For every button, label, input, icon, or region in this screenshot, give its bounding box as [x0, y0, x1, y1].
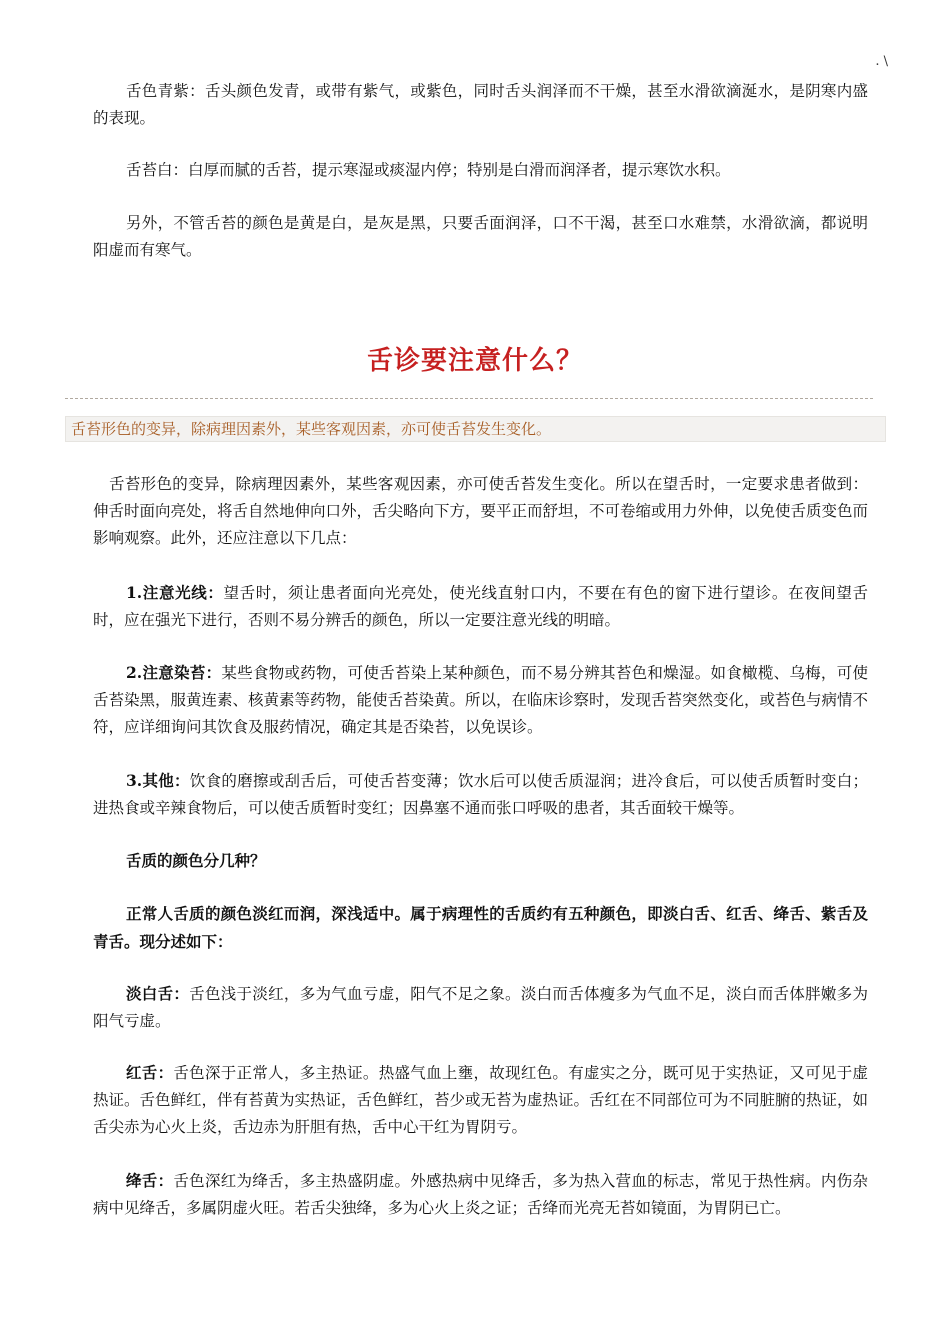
point-paragraph-other: [93, 767, 868, 822]
color-label: 绛舌：: [126, 1171, 174, 1190]
point-paragraph-stained-coating: [93, 659, 868, 741]
pale-tongue-paragraph: [93, 980, 868, 1035]
point-paragraph-light: [93, 579, 868, 634]
intro-paragraph-white-coating: 舌苔白：白厚而腻的舌苔，提示寒湿或痰湿内停；特别是白滑而润泽者，提示寒饮水积。: [126, 161, 731, 179]
corner-mark: . \: [875, 54, 888, 69]
colors-question: 舌质的颜色分几种？: [126, 851, 266, 870]
crimson-tongue-paragraph: [93, 1167, 868, 1222]
intro-paragraph-purple-tongue: 舌色青紫：舌头颜色发青，或带有紫气，或紫色，同时舌头润泽而不干燥，甚至水滑欲滴涎水，是阴寒内盛的表现。: [93, 82, 868, 127]
dashed-divider: [65, 398, 873, 399]
lead-paragraph: 舌苔形色的变异，除病理因素外，某些客观因素，亦可使舌苔发生变化。所以在望舌时，一定要求患者做到：伸舌时面向亮处，将舌自然地伸向口外，舌尖略向下方，要平正而舒坦，不可卷缩或用力外伸，以免使舌质变色而影响观察。此外，还应注意以下几点：: [93, 475, 869, 547]
color-text: 舌色深于正常人，多主热证。热盛气血上壅，故现红色。有虚实之分，既可见于实热证，又可见于虚热证。舌色鲜红，伴有苔黄为实热证，舌色鲜红，苔少或无苔为虚热证。舌红在不同部位可为不同脏腑的热证，如舌尖赤为心火上炎，舌边赤为肝胆有热，舌中心干红为胃阴亏。: [93, 1064, 869, 1136]
point-label: 1.注意光线：: [126, 583, 224, 602]
color-text: 舌色深红为绛舌，多主热盛阴虚。外感热病中见绛舌，多为热入营血的标志，常见于热性病。内伤杂病中见绛舌，多属阴虚火旺。若舌尖独绛，多为心火上炎之证；舌绛而光亮无苔如镜面，为胃阴已亡。: [93, 1172, 868, 1217]
colors-overview: 正常人舌质的颜色淡红而润，深浅适中。属于病理性的舌质约有五种颜色，即淡白舌、红舌、绛舌、紫舌及青舌。现分述如下：: [93, 904, 868, 951]
summary-box: 舌苔形色的变异，除病理因素外，某些客观因素，亦可使舌苔发生变化。: [65, 416, 886, 442]
color-label: 红舌：: [126, 1063, 174, 1082]
point-text: 望舌时，须让患者面向光亮处，使光线直射口内，不要在有色的窗下进行望诊。在夜间望舌时，应在强光下进行，否则不易分辨舌的颜色，所以一定要注意光线的明暗。: [93, 584, 868, 629]
section-title: 舌诊要注意什么？: [366, 346, 583, 376]
intro-paragraph-yang-deficiency: 另外，不管舌苔的颜色是黄是白，是灰是黑，只要舌面润泽，口不干渴，甚至口水难禁，水滑欲滴，都说明阳虚而有寒气。: [93, 214, 868, 259]
point-text: 饮食的磨擦或刮舌后，可使舌苔变薄；饮水后可以使舌质湿润；进冷食后，可以使舌质暂时变白；进热食或辛辣食物后，可以使舌质暂时变红；因鼻塞不通而张口呼吸的患者，其舌面较干燥等。: [93, 772, 868, 817]
point-label: 2.注意染苔：: [126, 663, 222, 682]
color-label: 淡白舌：: [126, 984, 190, 1003]
point-label: 3.其他：: [126, 771, 190, 790]
point-text: 某些食物或药物，可使舌苔染上某种颜色，而不易分辨其苔色和燥湿。如食橄榄、乌梅，可使舌苔染黑，服黄连素、核黄素等药物，能使舌苔染黄。所以，在临床诊察时，发现舌苔突然变化，或苔色与病情不符，应详细询问其饮食及服药情况，确定其是否染苔，以免误诊。: [93, 664, 869, 736]
red-tongue-paragraph: [93, 1059, 868, 1141]
color-text: 舌色浅于淡红，多为气血亏虚，阳气不足之象。淡白而舌体瘦多为气血不足，淡白而舌体胖嫩多为阳气亏虚。: [93, 985, 868, 1030]
